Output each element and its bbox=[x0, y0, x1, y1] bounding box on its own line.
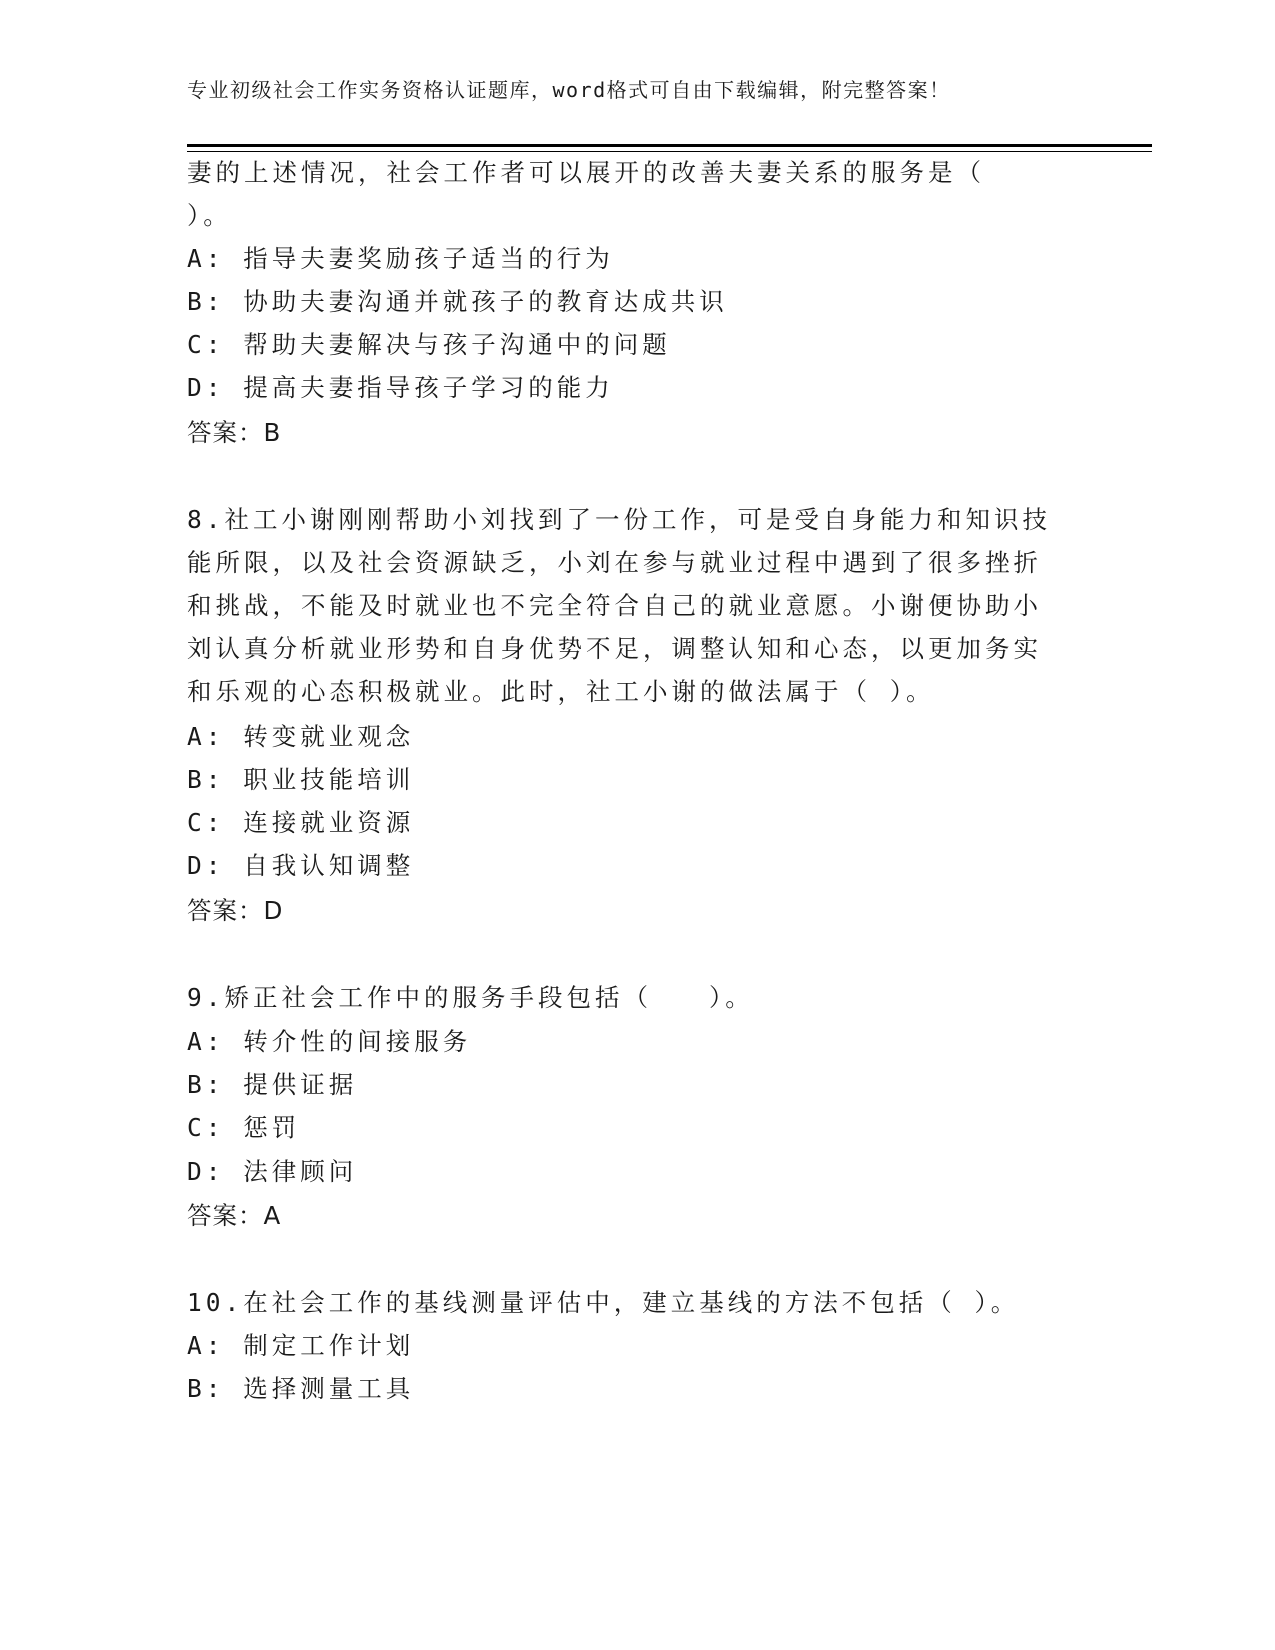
page-header: 专业初级社会工作实务资格认证题库，word格式可自由下载编辑，附完整答案！ bbox=[187, 78, 951, 102]
q9-answer: 答案：A bbox=[187, 1201, 282, 1230]
q10-option-a: A: 制定工作计划 bbox=[187, 1331, 415, 1360]
q9-option-b: B: 提供证据 bbox=[187, 1070, 358, 1099]
q8-stem-line: 和乐观的心态积极就业。此时，社工小谢的做法属于（ ）。 bbox=[187, 677, 935, 706]
q9-stem-line: 9.矫正社会工作中的服务手段包括（ ）。 bbox=[187, 983, 754, 1012]
q10-stem-line: 10.在社会工作的基线测量评估中，建立基线的方法不包括（ ）。 bbox=[187, 1288, 1020, 1317]
q7-stem-line: 妻的上述情况，社会工作者可以展开的改善夫妻关系的服务是（ bbox=[187, 158, 985, 187]
q8-answer: 答案：D bbox=[187, 896, 284, 925]
q9-option-d: D: 法律顾问 bbox=[187, 1157, 358, 1186]
q7-option-d: D: 提高夫妻指导孩子学习的能力 bbox=[187, 373, 614, 402]
q7-stem-line: ）。 bbox=[187, 201, 232, 230]
q8-option-b: B: 职业技能培训 bbox=[187, 765, 415, 794]
q7-option-c: C: 帮助夫妻解决与孩子沟通中的问题 bbox=[187, 330, 671, 359]
q8-option-c: C: 连接就业资源 bbox=[187, 808, 415, 837]
q8-stem-line: 刘认真分析就业形势和自身优势不足，调整认知和心态，以更加务实 bbox=[187, 634, 1042, 663]
q8-option-a: A: 转变就业观念 bbox=[187, 722, 415, 751]
q8-option-d: D: 自我认知调整 bbox=[187, 851, 415, 880]
header-rule-thin bbox=[187, 151, 1152, 152]
q7-answer: 答案：B bbox=[187, 418, 282, 447]
q10-option-b: B: 选择测量工具 bbox=[187, 1374, 415, 1403]
q8-stem-line: 和挑战，不能及时就业也不完全符合自己的就业意愿。小谢便协助小 bbox=[187, 591, 1042, 620]
header-rule-thick bbox=[187, 144, 1152, 147]
q9-option-c: C: 惩罚 bbox=[187, 1113, 301, 1142]
q8-stem-line: 能所限，以及社会资源缺乏，小刘在参与就业过程中遇到了很多挫折 bbox=[187, 548, 1042, 577]
q9-option-a: A: 转介性的间接服务 bbox=[187, 1027, 472, 1056]
q8-stem-line: 8.社工小谢刚刚帮助小刘找到了一份工作，可是受自身能力和知识技 bbox=[187, 505, 1051, 534]
q7-option-a: A: 指导夫妻奖励孩子适当的行为 bbox=[187, 244, 614, 273]
q7-option-b: B: 协助夫妻沟通并就孩子的教育达成共识 bbox=[187, 287, 728, 316]
